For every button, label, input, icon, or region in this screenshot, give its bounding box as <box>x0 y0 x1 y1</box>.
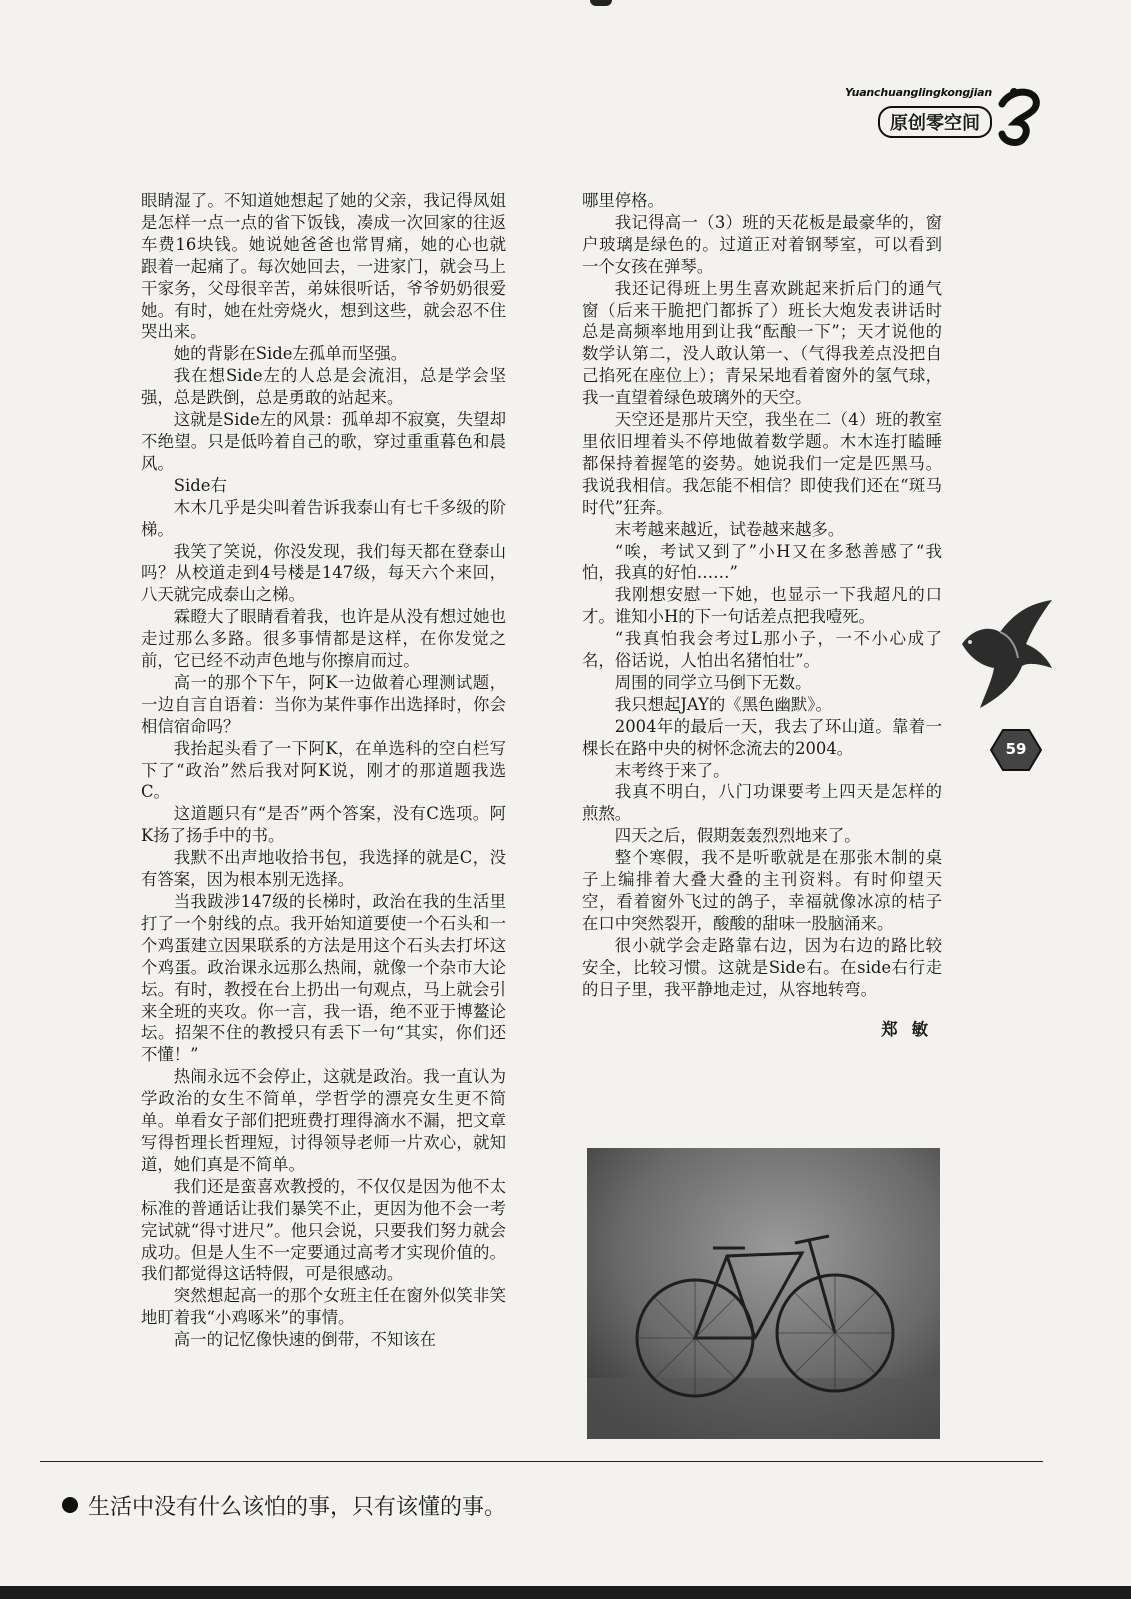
paragraph: 热闹永远不会停止，这就是政治。我一直认为学政治的女生不简单，学哲学的漂亮女生更不简单。单看女子部们把班费打理得滴水不漏，把文章写得哲理长哲理短，讨得领导老师一片欢心，就知道，她们真是不简单。 <box>141 1067 506 1174</box>
paragraph: 我们还是蛮喜欢教授的，不仅仅是因为他不太标准的普通话让我们暴笑不止，更因为他不会一考完试就“得寸进尺”。他只会说，只要我们努力就会成功。但是人生不一定要通过高考才实现价值的。我们都觉得这话特假，可是很感动。 <box>141 1176 506 1284</box>
section-header <box>840 82 1110 152</box>
footer-rule <box>40 1461 1043 1462</box>
page-number: 59 <box>1005 740 1027 758</box>
paragraph: 我在想Side左的人总是会流泪，总是学会坚强，总是跌倒，总是勇敢的站起来。 <box>141 366 506 408</box>
right-column <box>582 190 942 1040</box>
paragraph: 哪里停格。 <box>582 191 664 210</box>
bird-illustration <box>956 596 1056 711</box>
magazine-logo-icon <box>992 82 1042 146</box>
bicycle-photo <box>587 1148 940 1439</box>
paragraph: 我记得高一（3）班的天花板是最豪华的，窗户玻璃是绿色的。过道正对着钢琴室，可以看到一个女孩在弹琴。 <box>582 212 942 276</box>
footer-quote <box>62 1490 506 1521</box>
paragraph: 我只想起JAY的《黑色幽默》。 <box>614 694 832 714</box>
paragraph: “我真怕我会考过L那小子，一不小心成了名，俗话说，人怕出名猪怕壮”。 <box>582 629 942 671</box>
bullet-dot-icon <box>62 1497 78 1513</box>
author-name: 郑敏 <box>881 1019 942 1039</box>
paragraph: 我抬起头看了一下阿K，在单选科的空白栏写下了“政治”然后我对阿K说，刚才的那道题我选C。 <box>141 738 506 802</box>
paragraph: 2004年的最后一天，我去了环山道。靠着一棵长在路中央的树怀念流去的2004。 <box>582 716 942 758</box>
scan-bottom-edge <box>0 1586 1131 1599</box>
paragraph: 很小就学会走路靠右边，因为右边的路比较安全，比较习惯。这就是Side右。在side右行走的日子里，我平静地走过，从容地转弯。 <box>582 935 942 999</box>
paragraph: 她的背影在Side左孤单而坚强。 <box>173 344 408 364</box>
paragraph: 当我跋涉147级的长梯时，政治在我的生活里打了一个射线的点。我开始知道要使一个石头和一个鸡蛋建立因果联系的方法是用这个石头去打坏这个鸡蛋。政治课永远那么热闹，就像一个杂市大论坛。有时，教授在台上扔出一句观点，马上就会引来全班的夹攻。你一言，我一语，绝不亚于博鳌论坛。招架不住的教授只有丢下一句“其实，你们还不懂！” <box>141 892 506 1065</box>
top-edge-mark <box>590 0 612 6</box>
paragraph: 天空还是那片天空，我坐在二（4）班的教室里依旧埋着头不停地做着数学题。木木连打瞌睡都保持着握笔的姿势。她说我们一定是匹黑马。我说我相信。我怎能不相信？即使我们还在“斑马时代”狂奔。 <box>582 410 942 517</box>
paragraph: 末考终于来了。 <box>614 760 730 780</box>
left-column <box>141 190 506 1351</box>
section-pinyin: Yuanchuanglingkongjian <box>845 86 992 99</box>
paragraph: 突然想起高一的那个女班主任在窗外似笑非笑地盯着我“小鸡啄米”的事情。 <box>141 1286 506 1328</box>
paragraph: 四天之后，假期轰轰烈烈地来了。 <box>614 826 861 846</box>
paragraph: 我笑了笑说，你没发现，我们每天都在登泰山吗？从校道走到4号楼是147级，每天六个来回，八天就完成泰山之梯。 <box>141 541 506 605</box>
subheading-side-right: Side右 <box>173 475 227 495</box>
paragraph: 我默不出声地收拾书包，我选择的就是C，没有答案，因为根本别无选择。 <box>141 848 506 890</box>
paragraph: “唉，考试又到了”小H又在多愁善感了“我怕，我真的好怕……” <box>582 541 942 583</box>
paragraph: 眼睛湿了。不知道她想起了她的父亲，我记得凤姐是怎样一点一点的省下饭钱，凑成一次回家的往返车费16块钱。她说她爸爸也常胃痛，她的心也就跟着一起痛了。每次她回去，一进家门，就会马上干家务，父母很辛苦，弟妹很听话，爷爷奶奶很爱她。有时，她在灶旁烧火，想到这些，就会忍不住哭出来。 <box>141 191 506 342</box>
paragraph: 末考越来越近，试卷越来越多。 <box>614 519 845 539</box>
paragraph: 整个寒假，我不是听歌就是在那张木制的桌子上编排着大叠大叠的主刊资料。有时仰望天空，看着窗外飞过的鸽子，幸福就像冰凉的桔子在口中突然裂开，酸酸的甜味一股脑涌来。 <box>582 848 942 933</box>
paragraph: 我刚想安慰一下她，也显示一下我超凡的口才。谁知小H的下一句话差点把我噎死。 <box>582 585 942 627</box>
paragraph: 这就是Side左的风景：孤单却不寂寞，失望却不绝望。只是低吟着自己的歌，穿过重重暮色和晨风。 <box>141 410 506 473</box>
section-title: 原创零空间 <box>878 106 992 138</box>
paragraph: 我真不明白，八门功课要考上四天是怎样的煎熬。 <box>582 782 942 824</box>
paragraph: 木木几乎是尖叫着告诉我泰山有七千多级的阶梯。 <box>141 497 506 539</box>
paragraph: 周围的同学立马倒下无数。 <box>614 672 812 692</box>
paragraph: 这道题只有“是否”两个答案，没有C选项。阿K扬了扬手中的书。 <box>141 804 506 846</box>
footer-text: 生活中没有什么该怕的事，只有该懂的事。 <box>88 1495 507 1520</box>
paragraph: 高一的记忆像快速的倒带，不知该在 <box>173 1330 437 1350</box>
paragraph: 高一的那个下午，阿K一边做着心理测试题，一边自言自语着：当你为某件事作出选择时，你会相信宿命吗？ <box>141 672 506 736</box>
paragraph: 霖瞪大了眼睛看着我，也许是从没有想过她也走过那么多路。很多事情都是这样，在你发觉之前，它已经不动声色地与你擦肩而过。 <box>141 607 506 671</box>
paragraph: 我还记得班上男生喜欢跳起来折后门的通气窗（后来干脆把门都拆了）班长大炮发表讲话时总是高频率地用到让我“酝酿一下”；天才说他的数学认第二，没人敢认第一、（气得我差点没把自己掐死在座位上）；青呆呆地看着窗外的氢气球，我一直望着绿色玻璃外的天空。 <box>582 278 942 408</box>
